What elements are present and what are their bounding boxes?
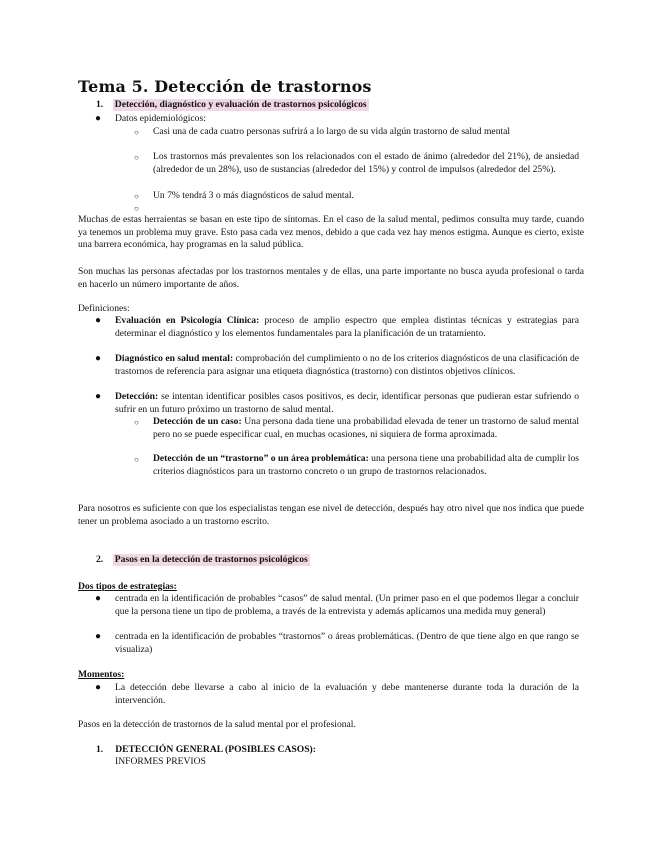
moment-item: La detección debe llevarse a cabo al inicio de la evaluación y debe mantenerse durante toda la duración de la intervención. <box>115 682 579 706</box>
detection-term: Detección de un caso: <box>153 416 242 427</box>
bullet-dot: ● <box>95 631 102 642</box>
section2-heading <box>96 554 602 567</box>
definition-text: se intentan identificar posibles casos positivos, es decir, identificar personas que pudieran estar sufriendo o sufrir en un futuro próximo un trastorno de salud mental. <box>115 391 579 415</box>
deteccion-caso <box>153 416 579 441</box>
definition-term: Evaluación en Psicología Clínica: <box>115 315 260 326</box>
section1-number: 1. <box>96 99 104 110</box>
moments-label-text: Momentos: <box>78 669 125 680</box>
detection-text: una persona tiene una probabilidad alta de cumplir los criterios diagnósticos para un trastorno concreto o un grupo de trastornos relacionados. <box>153 453 580 477</box>
definitions-label: Definiciones: <box>78 303 130 314</box>
definition-text: proceso de amplio espectro que emplea distintas técnicas y estrategias para determinar el diagnóstico y los elementos fundamentales para la planificación de un tratamiento. <box>115 315 579 339</box>
strategy-casos: centrada en la identificación de probables “casos” de salud mental. (Un primer paso en el que podemos llegar a concluir que la persona tiene un tipo de problema, a través de la entrevista y además aplicamos una medida muy general) <box>115 593 579 617</box>
paragraph-herramientas: Muchas de estas herraientas se basan en este tipo de síntomas. En el caso de la salud mental, pedimos consulta muy tarde, cuando ya tenemos un problema muy grave. Esto pasa cada vez menos, debido a que cada vez hay menos estigma. Aunque es cierto, existe una barrera económica, hay programas en la salud pública. <box>78 214 584 251</box>
section2-number: 2. <box>96 554 104 565</box>
step1-sub: INFORMES PREVIOS <box>115 756 206 767</box>
bullet-dot: ● <box>95 391 102 402</box>
paragraph-afectadas: Son muchas las personas afectadas por los trastornos mentales y de ellas, una parte importante no busca ayuda profesional o tarda en hacerlo un número importante de años. <box>78 266 584 290</box>
step1-title: DETECCIÓN GENERAL (POSIBLES CASOS): <box>115 744 316 755</box>
strategies-label <box>78 581 584 594</box>
section2-title: Pasos en la detección de trastornos psicológicos <box>114 554 308 565</box>
bullet-dot: ● <box>95 315 102 326</box>
strategy-trastornos: centrada en la identificación de probables “trastornos” o áreas problemáticas. (Dentro de que tiene algo en que rango se visualiza) <box>115 631 579 655</box>
definition-text: comprobación del cumplimiento o no de los criterios diagnósticos de una clasificación de trastornos de referencia para asignar una etiqueta diagnóstica (trastorno) con distintos objetivos clínicos. <box>115 353 580 377</box>
step1-heading <box>96 744 602 757</box>
deteccion-trastorno <box>153 453 579 478</box>
bullet-dot: ● <box>95 593 102 604</box>
detection-term: Detección de un “trastorno” o un área problemática: <box>153 453 369 464</box>
circle-bullet: ○ <box>134 418 139 427</box>
page-title: Tema 5. Detección de trastornos <box>78 77 372 96</box>
steps-intro: Pasos en la detección de trastornos de la salud mental por el profesional. <box>78 719 356 730</box>
strategies-label-text: Dos tipos de estrategias: <box>78 581 177 592</box>
circle-bullet: ○ <box>134 153 139 162</box>
circle-bullet: ○ <box>134 128 139 137</box>
definition-term: Detección: <box>115 391 159 402</box>
paragraph-nivel: Para nosotros es suficiente con que los especialistas tengan ese nivel de detección, después hay otro nivel que nos indica que puede tener un problema asociado a un trastorno escrito. <box>78 503 584 527</box>
definition-deteccion <box>115 391 579 416</box>
bullet-dot: ● <box>95 113 102 124</box>
section1-title: Detección, diagnóstico y evaluación de trastornos psicológicos <box>114 99 367 110</box>
epi-item-3: Un 7% tendrá 3 o más diagnósticos de salud mental. <box>153 190 354 201</box>
circle-bullet: ○ <box>134 192 139 201</box>
epi-item-1: Casi una de cada cuatro personas sufrirá a lo largo de su vida algún trastorno de salud mental <box>153 126 511 137</box>
bullet-dot: ● <box>95 682 102 693</box>
step1-number: 1. <box>96 744 104 755</box>
epi-item-2: Los trastornos más prevalentes son los relacionados con el estado de ánimo (alrededor del 21%), de ansiedad (alrededor de un 28%), uso de sustancias (alrededor del 15%) y control de impulsos (alrededor del 25%). <box>153 151 579 175</box>
definition-term: Diagnóstico en salud mental: <box>115 353 234 364</box>
epidemiology-label: Datos epidemiológicos: <box>115 113 206 124</box>
definition-evaluacion <box>115 315 579 340</box>
moments-label <box>78 669 584 682</box>
section1-heading <box>96 99 602 112</box>
definition-diagnostico <box>115 353 579 378</box>
circle-bullet: ○ <box>134 204 139 213</box>
circle-bullet: ○ <box>134 455 139 464</box>
bullet-dot: ● <box>95 353 102 364</box>
detection-text: Una persona dada tiene una probabilidad elevada de tener un trastorno de salud mental pero no se puede especificar cual, en muchas ocasiones, ni siquiera de forma aproximada. <box>153 416 579 440</box>
